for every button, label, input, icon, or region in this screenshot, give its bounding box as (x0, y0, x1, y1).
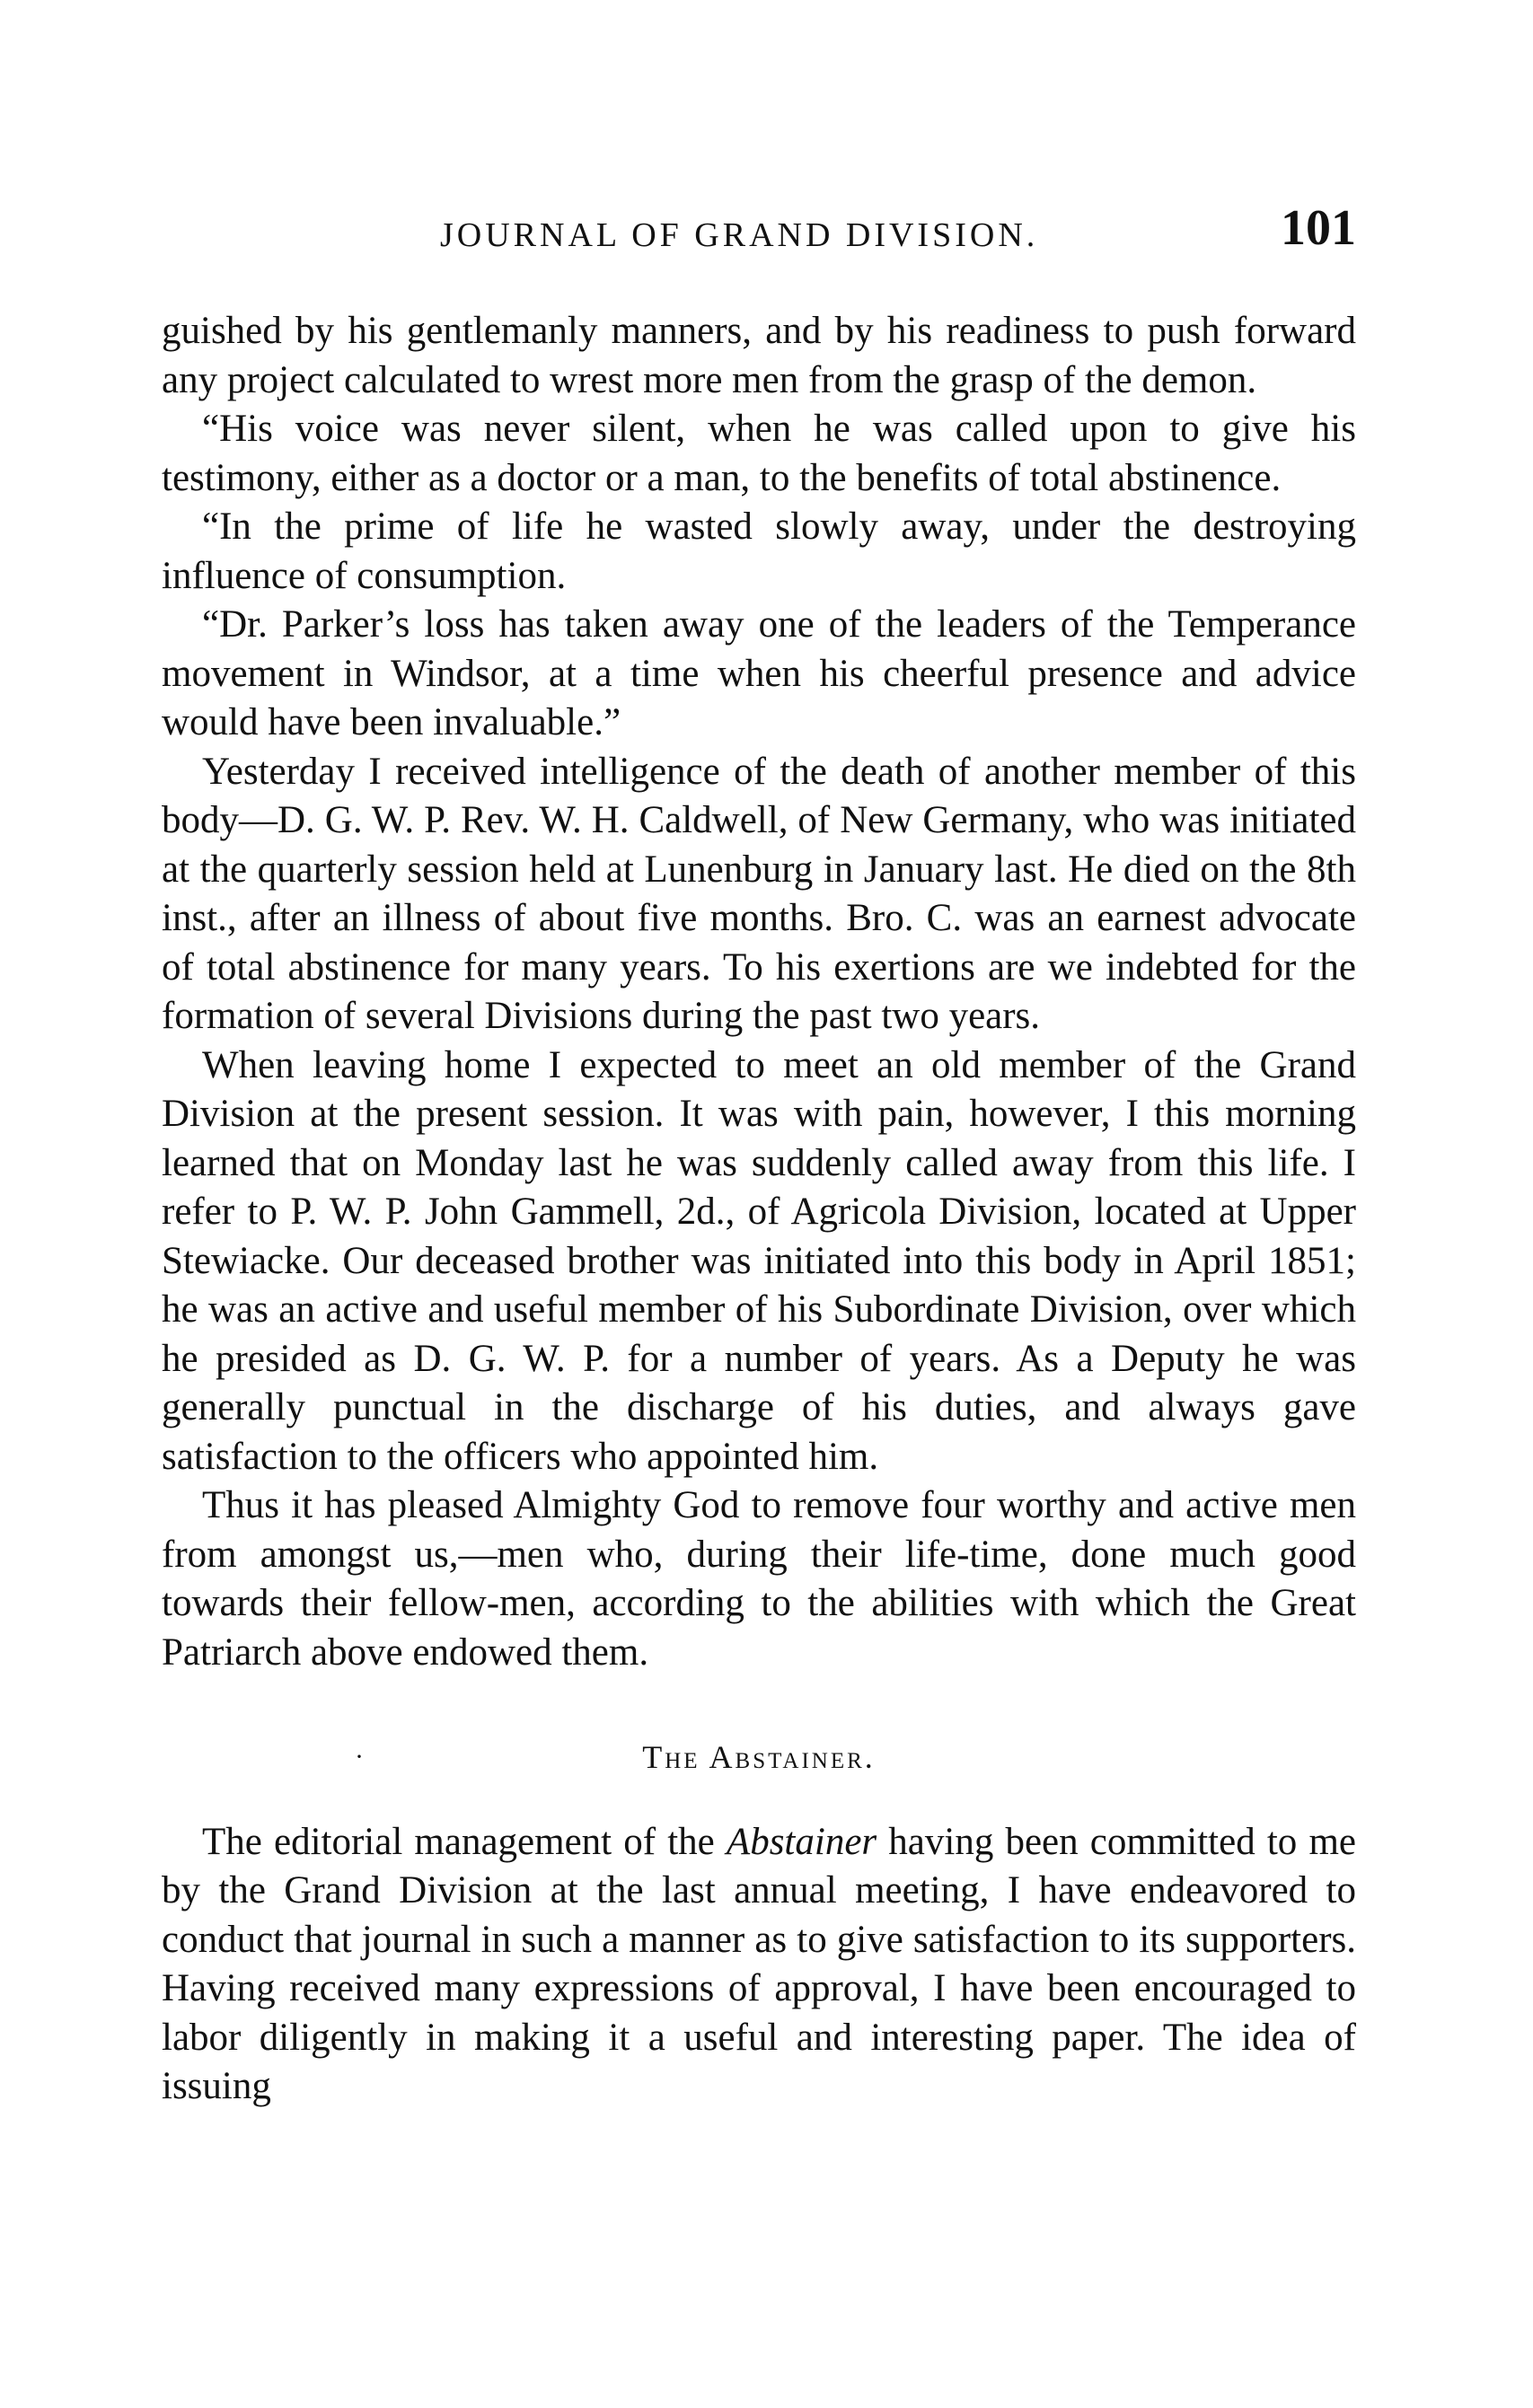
running-title: JOURNAL OF GRAND DIVISION. (440, 216, 1039, 254)
paragraph-continued: guished by his gentlemanly manners, and by his readiness to push forward any project calculated to wrest more men from the grasp of the demon. (162, 310, 1356, 401)
paragraph-conclusion: Thus it has pleased Almighty God to remove four worthy and active men from amongst us,—men who, during their life-time, done much good towards their fellow-men, according to the abilities with which the Great Patriarch above endowed them. (162, 1484, 1356, 1674)
ornament-dot: · (355, 1742, 366, 1771)
running-head (162, 199, 1356, 271)
section-heading-text: The Abstainer. (642, 1739, 876, 1775)
paragraph-quote-prime: “In the prime of life he wasted slowly away, under the destroying influence of consumption. (162, 505, 1356, 597)
paragraph-abstainer-start: The editorial management of the (202, 1820, 727, 1863)
paragraph-quote-parker: “Dr. Parker’s loss has taken away one of the leaders of the Temperance movement in Windsor, at a time when his cheerful presence and advice would have been invaluable.” (162, 603, 1356, 743)
page-number: 101 (1281, 200, 1356, 256)
paragraph-gammell: When leaving home I expected to meet an old member of the Grand Division at the present session. It was with pain, however, I this morning learned that on Monday last he was suddenly called away from this life. I refer to P. W. P. John Gammell, 2d., of Agricola Division, located at Upper Stewiacke. Our deceased brother was initiated into this body in April 1851; he was an active and useful member of his Subordinate Division, over which he presided as D. G. W. P. for a number of years. As a Deputy he was generally punctual in the discharge of his duties, and always gave satisfaction to the officers who appointed him. (162, 1043, 1356, 1478)
paragraph-abstainer (162, 1818, 1356, 2112)
paragraph-caldwell: Yesterday I received intelligence of the death of another member of this body—D. G. W. P. Rev. W. H. Caldwell, of New Germany, who was initiated at the quarterly session held at Lunenburg in January last. He died on the 8th inst., after an illness of about five months. Bro. C. was an earnest advocate of total abstinence for many years. To his exertions are we indebted for the formation of several Divisions during the past two years. (162, 750, 1356, 1037)
paragraph-abstainer-title: Abstainer (726, 1820, 877, 1863)
section-abstainer (162, 1733, 1356, 2112)
body-text (162, 307, 1356, 2112)
paragraph-quote-voice: “His voice was never silent, when he was called upon to give his testimony, either as a doctor or a man, to the benefits of total abstinence. (162, 408, 1356, 499)
section-heading (162, 1733, 1356, 1782)
book-page (162, 199, 1356, 2112)
paragraph-abstainer-rest: having been committed to me by the Grand Division at the last annual meeting, I have endeavored to conduct that journal in such a manner as to give satisfaction to its supporters. Having received many expressions of approval, I have been encouraged to labor diligently in making it a useful and interesting paper. The idea of issuing (162, 1820, 1356, 2107)
